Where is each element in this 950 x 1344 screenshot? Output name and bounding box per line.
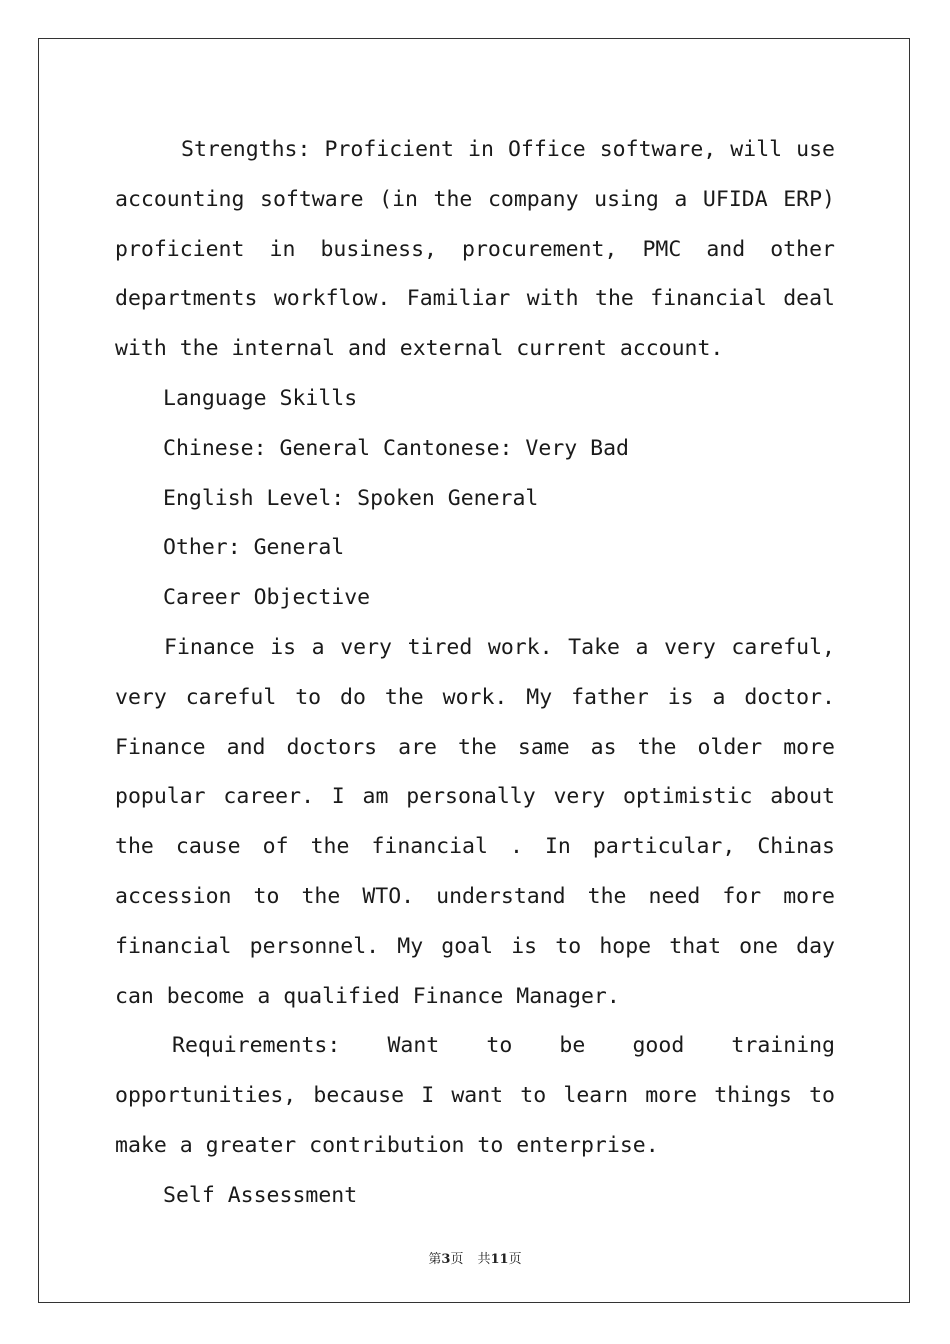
- other-skill-line: Other: General: [163, 535, 345, 561]
- footer-prefix: 第: [428, 1252, 442, 1267]
- language-skills-heading: Language Skills: [163, 385, 358, 411]
- career-objective-heading: Career Objective: [163, 585, 371, 611]
- document-body: [115, 125, 835, 1221]
- english-skill-line: English Level: Spoken General: [163, 485, 539, 511]
- requirements-paragraph: Requirements: Want to be good training opportunities, because I want to learn more things to make a greater contribution to enterprise.: [115, 1033, 835, 1158]
- strengths-paragraph: Strengths: Proficient in Office software, will use accounting software (in the company using a UFIDA ERP) proficient in business, procurement, PMC and other departments workflow. Familiar with the financial deal with the internal and external current account.: [115, 137, 835, 362]
- footer-total-pages: 11: [490, 1252, 509, 1267]
- finance-paragraph: Finance is a very tired work. Take a very careful, very careful to do the work. My father is a doctor. Finance and doctors are the same as the older more popular career. I am personally very optimistic about the cause of the financial . In particular, Chinas accession to the WTO. understand the need for more financial personnel. My goal is to hope that one day can become a qualified Finance Manager.: [115, 634, 835, 1009]
- page-footer: [0, 1248, 950, 1267]
- chinese-skill-line: Chinese: General Cantonese: Very Bad: [163, 435, 629, 461]
- footer-page-number: 3: [441, 1252, 451, 1267]
- footer-page-unit: 页: [450, 1252, 464, 1267]
- footer-total-unit: 页: [508, 1252, 522, 1267]
- footer-total-prefix: 共: [477, 1252, 491, 1267]
- self-assessment-heading: Self Assessment: [163, 1182, 358, 1208]
